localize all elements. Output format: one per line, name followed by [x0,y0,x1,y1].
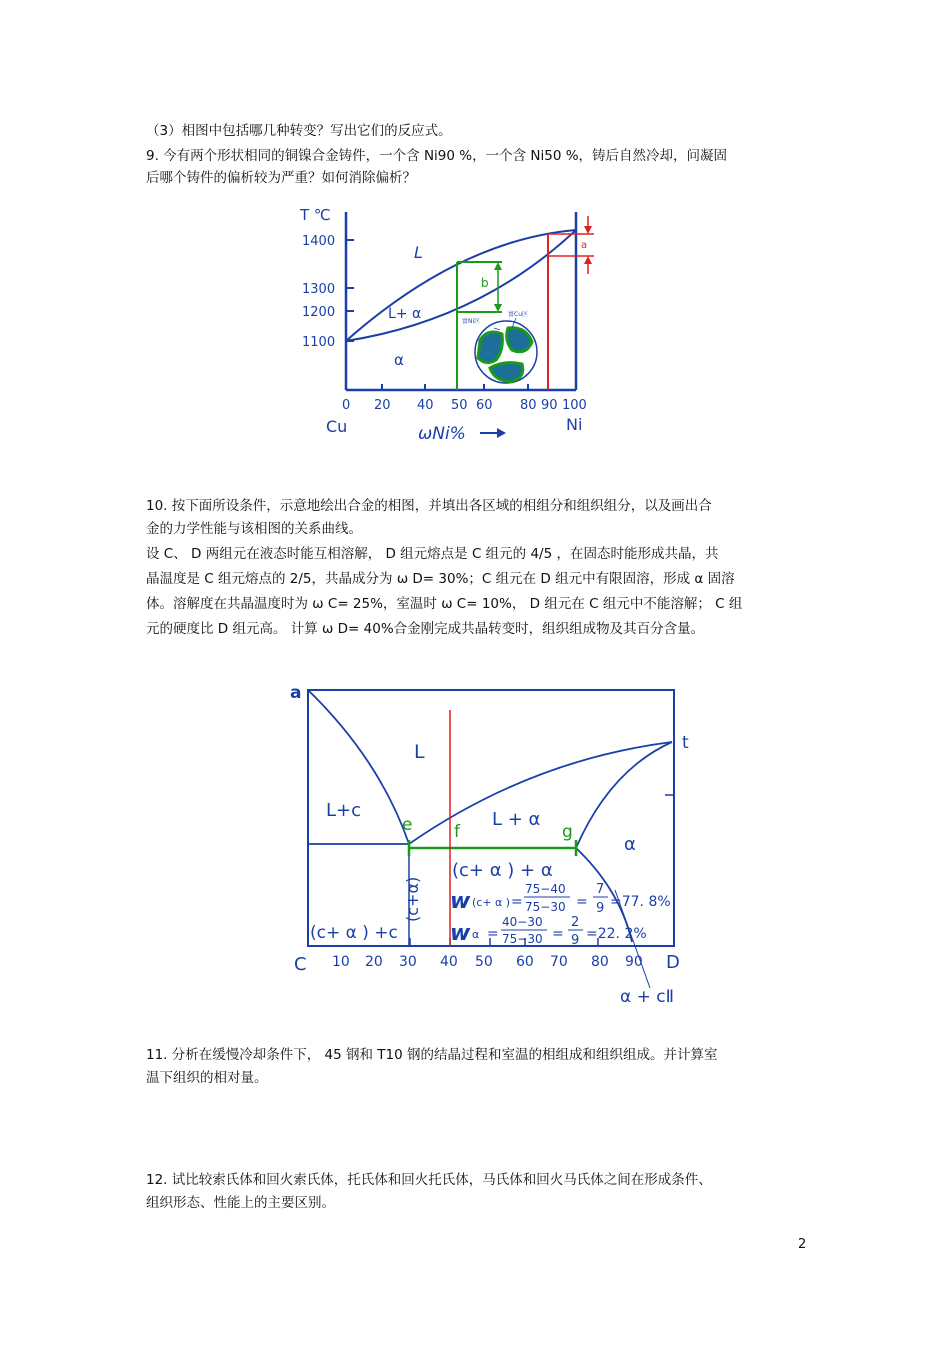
fig1-xtick: 100 [562,398,587,413]
fig2-point-g: g [562,822,573,842]
fig2-formula1-num: 75−40 [525,882,566,896]
fig1-xtick: 90 [541,398,558,413]
fig2-formula2-sub: α [472,928,480,941]
cu-ni-phase-diagram [290,200,610,450]
fig1-marker-a: a [581,240,588,251]
fig2-formula2-result: =22. 2% [586,926,647,942]
svg-text:=: = [552,926,564,942]
fig2-point-e: e [402,815,413,835]
c-d-eutectic-phase-diagram [280,680,700,1010]
fig2-left-component: C [294,954,307,975]
fig2-formula1-sub: (c+ α ) [472,896,511,909]
fig2-region-L-c: L+c [326,800,362,821]
fig1-ytick: 1100 [302,335,336,350]
fig2-xtick: 50 [475,954,493,970]
question-11-line1: 11. 分析在缓慢冷却条件下， 45 钢和 T10 钢的结晶过程和室温的相组成和组织组成。并计算室 [146,1047,718,1063]
question-9-line1: 9. 今有两个形状相同的铜镍合金铸件，一个含 Ni90 %，一个含 Ni50 %，铸后自然冷却，问凝固 [146,148,728,164]
fig2-formula1-num2: 7 [596,882,605,897]
fig1-region-alpha: α [394,351,404,369]
fig2-region-left: (c+ α ) +c [310,923,398,943]
fig1-x-label: ωNi% [418,424,466,444]
fig1-xtick: 60 [476,398,493,413]
fig1-rich-ni: 富Ni区 [462,318,481,325]
fig2-region-eutectic: (c+ α ) + α [452,860,553,881]
fig1-xtick: 40 [417,398,434,413]
fig1-xtick: 80 [520,398,537,413]
fig2-region-L-alpha: L + α [492,809,541,830]
fig2-formula2-den2: 9 [571,933,580,948]
fig2-point-t: t [682,733,689,753]
question-12-line2: 组织形态、性能上的主要区别。 [146,1195,335,1211]
fig1-xtick: 50 [451,398,468,413]
fig1-xtick: 0 [342,398,351,413]
fig1-ytick: 1300 [302,282,336,297]
fig2-region-eutectic-vertical: (c+α) [403,876,422,922]
fig2-xtick: 90 [625,954,643,970]
svg-text:=: = [487,926,499,942]
fig2-formula2-num2: 2 [571,915,580,930]
fig2-xtick: 40 [440,954,458,970]
fig2-formula2-w: w [450,921,471,946]
fig1-right-component: Ni [566,415,583,434]
fig2-xtick: 60 [516,954,534,970]
fig2-region-alpha-cII: α + cⅡ [620,987,674,1007]
svg-text:=: = [511,894,523,910]
fig1-ytick: 1400 [302,234,336,249]
fig2-formula1-result: =77. 8% [610,894,671,910]
fig1-region-L: L [414,243,423,262]
fig1-region-L-alpha: L+ α [388,306,422,322]
question-10-line5: 体。溶解度在共晶温度时为 ω C= 25%，室温时 ω C= 10%， D 组元在 C 组元中不能溶解； C 组 [146,596,743,612]
question-11-line2: 温下组织的相对量。 [146,1070,268,1086]
fig2-xtick: 30 [399,954,417,970]
fig2-point-f: f [454,822,460,842]
question-10-line3: 设 C、 D 两组元在液态时能互相溶解， D 组元熔点是 C 组元的 4/5 ，在固态时能形成共晶，共 [146,546,719,562]
fig2-formula2-num: 40−30 [502,915,543,929]
fig1-marker-b: b [481,276,489,290]
fig2-region-L: L [414,741,425,763]
fig1-left-component: Cu [326,417,348,436]
fig1-liquidus [346,230,576,341]
fig1-rich-cu: 富Cu区 [508,311,528,318]
question-12-line1: 12. 试比较索氏体和回火索氏体，托氏体和回火托氏体，马氏体和回火马氏体之间在形成条件、 [146,1172,712,1188]
fig2-xtick: 10 [332,954,350,970]
fig1-y-label: T ℃ [300,206,331,224]
fig1-ytick: 1200 [302,305,336,320]
question-10-line2: 金的力学性能与该相图的关系曲线。 [146,521,362,537]
fig2-formula1-w: w [450,889,471,914]
question-3: （3）相图中包括哪几种转变？写出它们的反应式。 [146,123,452,139]
fig2-formula2-den: 75−30 [502,932,543,946]
fig2-region-alpha: α [624,834,636,855]
fig2-formula1-den: 75−30 [525,900,566,914]
fig2-point-a: a [290,683,302,703]
fig1-xtick: 20 [374,398,391,413]
question-10-line6: 元的硬度比 D 组元高。 计算 ω D= 40%合金刚完成共晶转变时，组织组成物及其百分含量。 [146,621,705,637]
page-number: 2 [798,1237,807,1252]
question-9-line2: 后哪个铸件的偏析较为严重？如何消除偏析？ [146,170,416,186]
fig1-solidus [346,230,576,341]
svg-text:=: = [576,894,588,910]
fig2-xtick: 80 [591,954,609,970]
fig2-xtick: 20 [365,954,383,970]
fig2-formula1-den2: 9 [596,901,605,916]
fig2-right-component: D [666,952,680,973]
fig2-xtick: 70 [550,954,568,970]
question-10-line1: 10. 按下面所设条件，示意地绘出合金的相图，并填出各区域的相组分和组织组分，以及画出合 [146,498,712,514]
fig2-liquidus-right [409,742,672,844]
question-10-line4: 晶温度是 C 组元熔点的 2/5，共晶成分为 ω D= 30%；C 组元在 D 组元中有限固溶，形成 α 固溶 [146,571,735,587]
